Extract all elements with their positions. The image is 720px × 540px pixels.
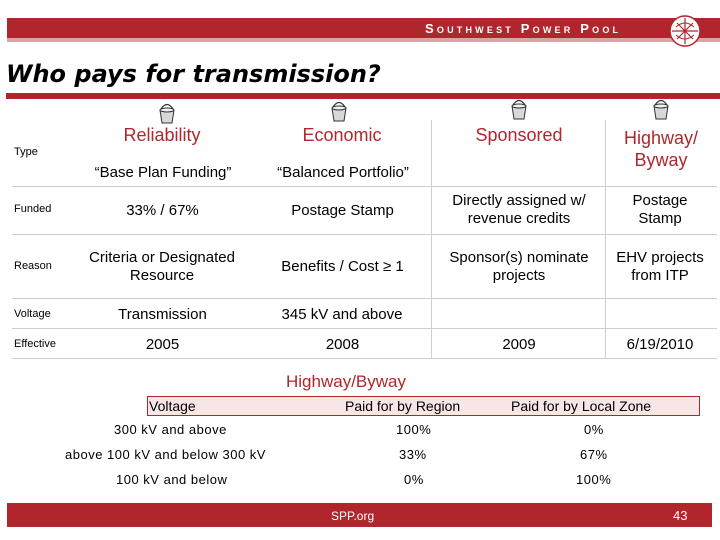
hb-row-region: 0% — [404, 472, 424, 487]
cell-reason-highway: EHV projects from ITP — [616, 249, 704, 284]
row-label-reason: Reason — [14, 260, 52, 272]
row-label-funded: Funded — [14, 203, 52, 215]
footer-url: SPP.org — [331, 509, 375, 523]
cell-voltage-economic: 345 kV and above — [281, 306, 403, 323]
page-title: Who pays for transmission? — [6, 60, 381, 88]
cell-funded-sponsored: Directly assigned w/ revenue credits — [452, 192, 586, 227]
cell-funded-reliability: 33% / 67% — [126, 202, 199, 219]
cell-effective-sponsored: 2009 — [502, 336, 536, 353]
hb-row-region: 33% — [399, 447, 427, 462]
hb-header-local-zone: Paid for by Local Zone — [511, 398, 652, 414]
spp-logo-icon — [668, 14, 702, 48]
bucket-icon — [158, 102, 176, 124]
column-header-economic: Economic — [302, 125, 382, 146]
cell-effective-reliability: 2005 — [145, 336, 180, 353]
column-subtitle-reliability: “Base Plan Funding” — [94, 164, 232, 181]
hb-row-local: 0% — [584, 422, 604, 437]
type-label: Type — [14, 146, 38, 158]
column-header-sponsored: Sponsored — [475, 125, 563, 146]
column-header-reliability: Reliability — [123, 125, 201, 146]
page-number: 43 — [673, 508, 688, 523]
row-divider — [12, 234, 717, 235]
cell-reason-reliability: Criteria or Designated Resource — [89, 249, 235, 284]
row-divider — [12, 186, 717, 187]
header-band-shadow — [7, 38, 720, 42]
hb-row-local: 100% — [576, 472, 612, 487]
hb-header-voltage: Voltage — [149, 398, 196, 414]
cell-funded-economic: Postage Stamp — [291, 202, 394, 219]
hb-row-local: 67% — [580, 447, 608, 462]
column-header-highway-byway: Highway/ Byway — [623, 128, 699, 170]
title-divider — [6, 93, 720, 99]
hb-row-voltage: 300 kV and above — [114, 422, 227, 437]
row-label-effective: Effective — [14, 338, 56, 350]
column-divider — [431, 120, 432, 358]
row-divider — [12, 358, 717, 359]
cell-effective-economic: 2008 — [325, 336, 360, 353]
column-divider — [605, 120, 606, 358]
row-label-voltage: Voltage — [14, 308, 51, 320]
cell-reason-economic: Benefits / Cost ≥ 1 — [281, 258, 404, 275]
bucket-icon — [652, 98, 670, 120]
highway-byway-title: Highway/Byway — [286, 372, 406, 391]
hb-row-region: 100% — [396, 422, 432, 437]
cell-reason-sponsored: Sponsor(s) nominate projects — [449, 249, 589, 284]
cell-voltage-reliability: Transmission — [118, 306, 207, 323]
hb-row-voltage: 100 kV and below — [116, 472, 228, 487]
brand-name: Southwest Power Pool — [425, 21, 622, 36]
hb-row-voltage: above 100 kV and below 300 kV — [65, 447, 266, 462]
hb-header-region: Paid for by Region — [345, 398, 461, 414]
bucket-icon — [330, 100, 348, 122]
bucket-icon — [510, 98, 528, 120]
row-divider — [12, 298, 717, 299]
cell-funded-highway: Postage Stamp — [632, 192, 688, 227]
column-subtitle-economic: “Balanced Portfolio” — [277, 164, 409, 181]
cell-effective-highway: 6/19/2010 — [626, 336, 694, 353]
row-divider — [12, 328, 717, 329]
